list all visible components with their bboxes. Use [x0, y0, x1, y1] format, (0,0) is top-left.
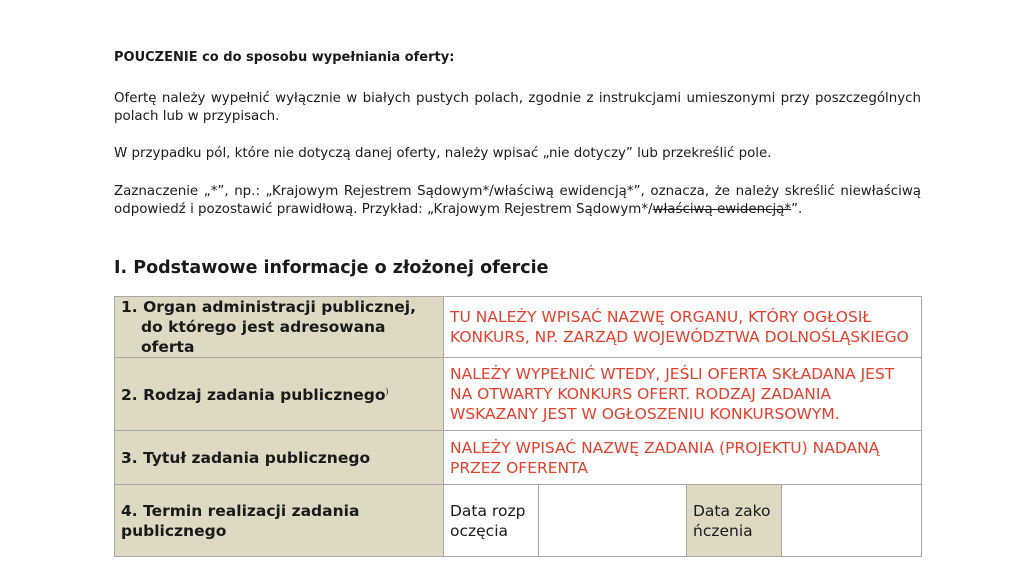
paragraph-3-text: Zaznaczenie „*”, np.: „Krajowym Rejestrem Sądowym*/właściwą ewidencją*”, oznacza, że należy skreślić niewłaściwą odpowiedź i pozostawić prawidłową. Przykład: „Krajowym Rejestrem Sądowym*/	[114, 184, 921, 217]
table-row-task-title	[115, 431, 922, 485]
table-row-task-type	[115, 358, 922, 431]
section-title: I. Podstawowe informacje o złożonej ofercie	[114, 258, 549, 278]
start-date-label: Data rozpoczęcia	[444, 485, 539, 557]
table-row-organ	[115, 297, 922, 358]
table-row-term	[115, 485, 922, 557]
footnote-marker: )	[385, 387, 389, 397]
basic-info-table	[114, 296, 922, 557]
end-date-label: Data zakończenia	[687, 485, 782, 557]
instructions-heading: POUCZENIE co do sposobu wypełniania oferty:	[114, 50, 455, 65]
end-date-field[interactable]	[782, 485, 922, 557]
task-title-field[interactable]: NALEŻY WPISAĆ NAZWĘ ZADANIA (PROJEKTU) NADANĄ PRZEZ OFERENTA	[444, 431, 922, 485]
instructions-paragraph-1: Ofertę należy wypełnić wyłącznie w białych pustych polach, zgodnie z instrukcjami umieszonymi przy poszczególnych polach lub w przypisach.	[114, 91, 921, 124]
task-type-field[interactable]: NALEŻY WYPEŁNIĆ WTEDY, JEŚLI OFERTA SKŁADANA JEST NA OTWARTY KONKURS OFERT. RODZAJ ZADANIA WSKAZANY JEST W OGŁOSZENIU KONKURSOWYM.	[444, 358, 922, 431]
start-date-field[interactable]	[539, 485, 687, 557]
instructions-paragraph-3	[114, 183, 921, 219]
organ-field[interactable]: TU NALEŻY WPISAĆ NAZWĘ ORGANU, KTÓRY OGŁOSIŁ KONKURS, NP. ZARZĄD WOJEWÓDZTWA DOLNOŚLĄSKIEGO	[444, 297, 922, 358]
organ-label-line1: 1. Organ administracji publicznej,	[121, 298, 416, 316]
instructions-paragraph-2: W przypadku pól, które nie dotyczą danej oferty, należy wpisać „nie dotyczy” lub przekreślić pole.	[114, 146, 772, 161]
task-title-label: 3. Tytuł zadania publicznego	[115, 431, 444, 485]
paragraph-3-end: ”.	[791, 202, 803, 217]
struck-example-text: właściwą ewidencją*	[652, 202, 792, 217]
organ-label	[115, 297, 444, 358]
organ-label-line2: do którego jest adresowana oferta	[141, 318, 386, 356]
term-label: 4. Termin realizacji zadania publicznego	[115, 485, 444, 557]
task-type-label-text: 2. Rodzaj zadania publicznego	[121, 386, 386, 405]
task-type-label	[115, 358, 444, 431]
